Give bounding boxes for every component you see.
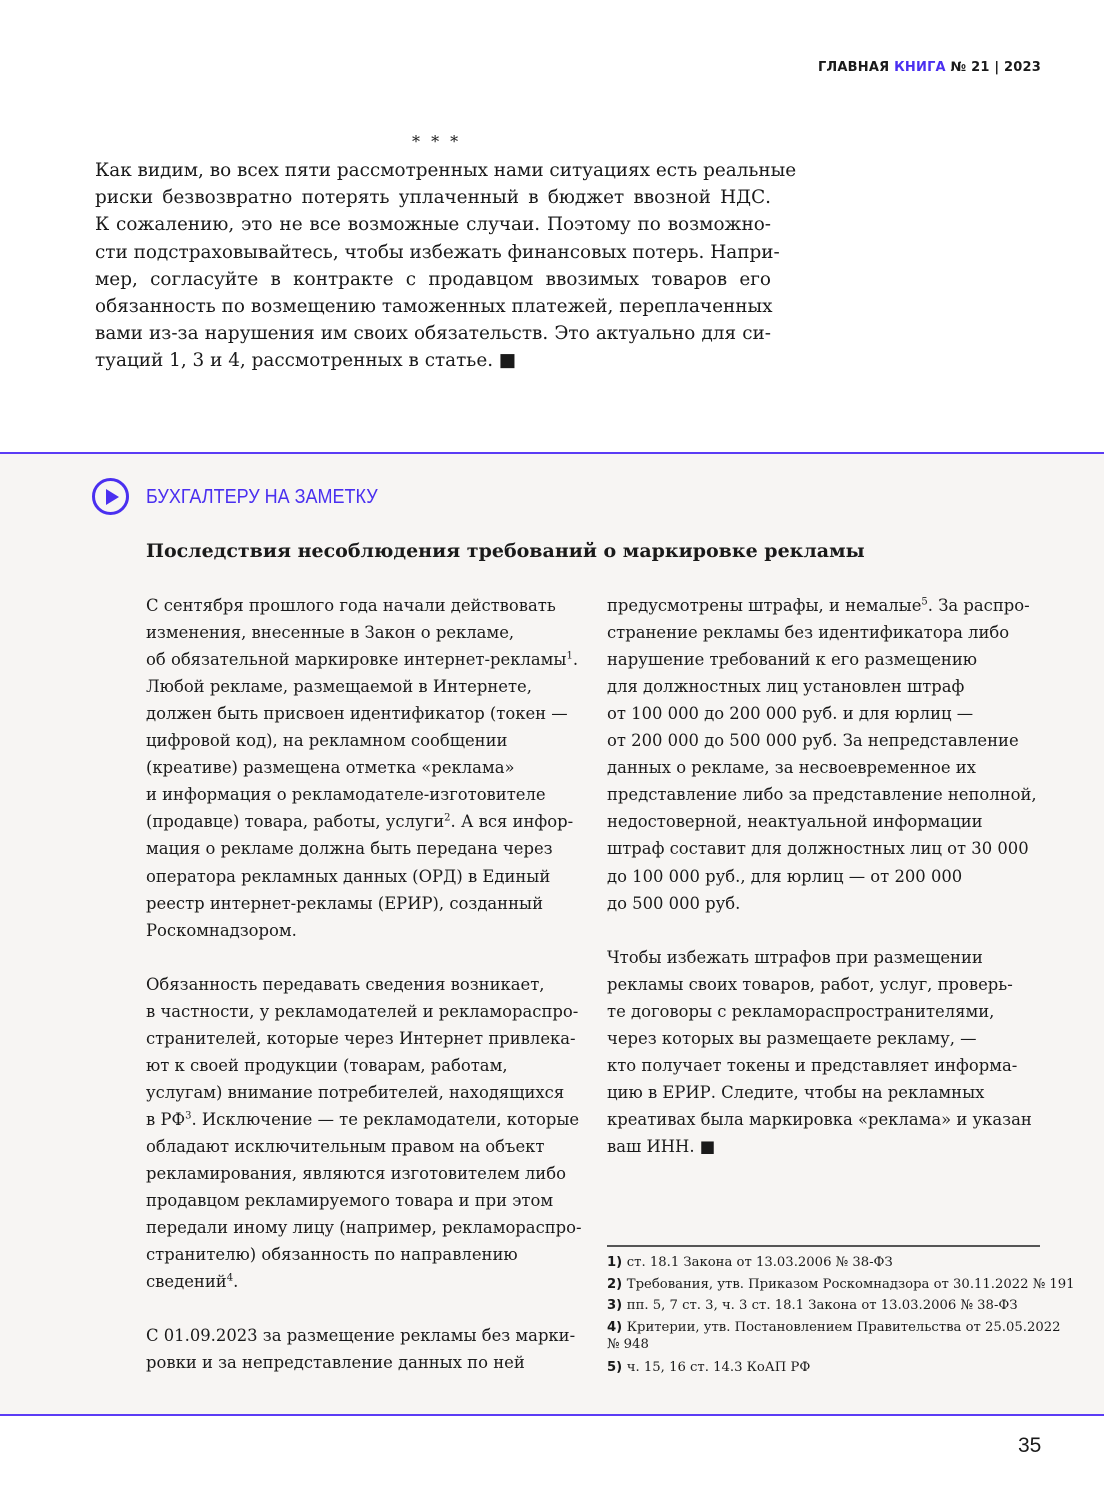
text-line: Чтобы избежать штрафов при размещении (607, 947, 983, 967)
footnote: 3) пп. 5, 7 ст. 3, ч. 3 ст. 18.1 Закона от 13.03.2006 № 38-ФЗ (607, 1298, 1018, 1313)
text-line: оператора рекламных данных (ОРД) в Единый (146, 866, 551, 886)
footnote: 1) ст. 18.1 Закона от 13.03.2006 № 38-ФЗ (607, 1255, 893, 1270)
text-line: нарушение требований к его размещению (607, 650, 978, 670)
text-line: в частности, у рекламодателей и рекламораспро- (146, 1001, 579, 1021)
text-line: кто получает токены и представляет информа- (607, 1055, 1018, 1075)
play-icon (92, 478, 129, 515)
footnote: 4) Критерии, утв. Постановлением Правительства от 25.05.2022 (607, 1320, 1061, 1335)
text-line: цию в ЕРИР. Следите, чтобы на рекламных (607, 1082, 985, 1102)
intro-line: К сожалению, это не все возможные случаи. Поэтому по возможно- (95, 214, 771, 236)
footnote-number: 3) (607, 1298, 627, 1313)
text-line: представление либо за представление неполной, (607, 785, 1037, 805)
text-line: изменения, внесенные в Закон о рекламе, (146, 623, 515, 643)
text-line: Любой рекламе, размещаемой в Интернете, (146, 677, 532, 697)
text-line: штраф составит для должностных лиц от 30 000 (607, 839, 1029, 859)
text-line: об обязательной маркировке интернет-рекламы$^1$. (146, 650, 579, 670)
footnote-ref: 1 (566, 650, 573, 662)
note-title: Последствия несоблюдения требований о маркировке рекламы (146, 540, 865, 562)
text-line: (продавце) товара, работы, услуги$^2$. А вся инфор- (146, 812, 574, 832)
text-line: реестр интернет-рекламы (ЕРИР), созданный (146, 893, 544, 913)
footnote: № 948 (607, 1337, 649, 1352)
page-number: 35 (1018, 1434, 1042, 1457)
intro-line: мер, согласуйте в контракте с продавцом ввозимых товаров его (95, 268, 771, 290)
text-line: рекламирования, являются изготовителем либо (146, 1164, 566, 1184)
text-line: цифровой код), на рекламном сообщении (146, 731, 508, 751)
text-line: недостоверной, неактуальной информации (607, 812, 983, 832)
footnote-number: 2) (607, 1277, 627, 1292)
text-line: Роскомнадзором. (146, 920, 297, 940)
text-line: от 100 000 до 200 000 руб. и для юрлиц — (607, 704, 974, 724)
text-line: С 01.09.2023 за размещение рекламы без марки- (146, 1326, 576, 1346)
text-line: странителей, которые через Интернет привлека- (146, 1028, 576, 1048)
text-line: ют к своей продукции (товарам, работам, (146, 1055, 508, 1075)
footnote-number: 5) (607, 1360, 627, 1375)
footnote-ref: 3 (185, 1110, 192, 1122)
header-brand-1: ГЛАВНАЯ (817, 60, 890, 75)
text-line: (креативе) размещена отметка «реклама» (146, 758, 515, 778)
text-line: обладают исключительным правом на объект (146, 1137, 545, 1156)
text-line: сведений$^4$. (146, 1272, 239, 1292)
intro-line: сти подстраховывайтесь, чтобы избежать финансовых потерь. Напри- (95, 241, 780, 263)
text-line: продавцом рекламируемого товара и при этом (146, 1191, 554, 1211)
footnote-ref: 2 (444, 812, 451, 824)
text-line: через которых вы размещаете рекламу, — (607, 1028, 977, 1048)
intro-line: вами из-за нарушения им своих обязательств. Это актуально для си- (95, 323, 771, 345)
section-separator: * * * (412, 132, 462, 151)
intro-line: обязанность по возмещению таможенных платежей, переплаченных (95, 296, 773, 317)
text-line: предусмотрены штрафы, и немалые$^5$. За распро- (607, 596, 1030, 615)
header-issue: № 21 | 2023 (950, 60, 1041, 75)
footnote-number: 4) (607, 1320, 627, 1335)
intro-line: туаций 1, 3 и 4, рассмотренных в статье. ■ (95, 350, 517, 372)
text-line: ровки и за непредставление данных по ней (146, 1353, 525, 1373)
text-line: рекламы своих товаров, работ, услуг, проверь- (607, 974, 1013, 994)
text-line: до 500 000 руб. (607, 893, 741, 913)
text-line: ваш ИНН. ■ (607, 1137, 716, 1156)
footnote: 5) ч. 15, 16 ст. 14.3 КоАП РФ (607, 1360, 811, 1375)
text-line: странение рекламы без идентификатора либо (607, 623, 1010, 643)
text-line: от 200 000 до 500 000 руб. За непредставление (607, 731, 1019, 751)
text-line: и информация о рекламодателе-изготовителе (146, 785, 546, 805)
footnote-divider (607, 1245, 1040, 1247)
text-line: для должностных лиц установлен штраф (607, 677, 965, 697)
header-brand-2: КНИГА (894, 60, 946, 75)
footnote-ref: 5 (921, 596, 928, 608)
text-line: странителю) обязанность по направлению (146, 1245, 518, 1265)
text-line: до 100 000 руб., для юрлиц — от 200 000 (607, 866, 963, 886)
footnote-number: 1) (607, 1255, 627, 1270)
text-line: должен быть присвоен идентификатор (токен — (146, 704, 568, 724)
intro-line: Как видим, во всех пяти рассмотренных нами ситуациях есть реальные (95, 160, 797, 181)
text-line: данных о рекламе, за несвоевременное их (607, 758, 976, 778)
text-line: услугам) внимание потребителей, находящихся (146, 1082, 565, 1102)
footnote-ref: 4 (226, 1272, 234, 1284)
text-line: С сентября прошлого года начали действовать (146, 596, 556, 615)
footnote: 2) Требования, утв. Приказом Роскомнадзора от 30.11.2022 № 191 (607, 1277, 1075, 1292)
text-line: те договоры с рекламораспространителями, (607, 1001, 995, 1021)
note-label: БУХГАЛТЕРУ НА ЗАМЕТКУ (146, 486, 378, 508)
text-line: Обязанность передавать сведения возникает, (146, 974, 545, 994)
text-line: передали иному лицу (например, рекламораспро- (146, 1218, 582, 1238)
text-line: в $РФ^3$. Исключение — те рекламодатели, которые (146, 1109, 580, 1129)
text-line: мация о рекламе должна быть передана через (146, 839, 553, 859)
running-header (818, 60, 1041, 75)
text-line: креативах была маркировка «реклама» и указан (607, 1109, 1032, 1129)
intro-line: риски безвозвратно потерять уплаченный в бюджет ввозной НДС. (95, 187, 771, 209)
